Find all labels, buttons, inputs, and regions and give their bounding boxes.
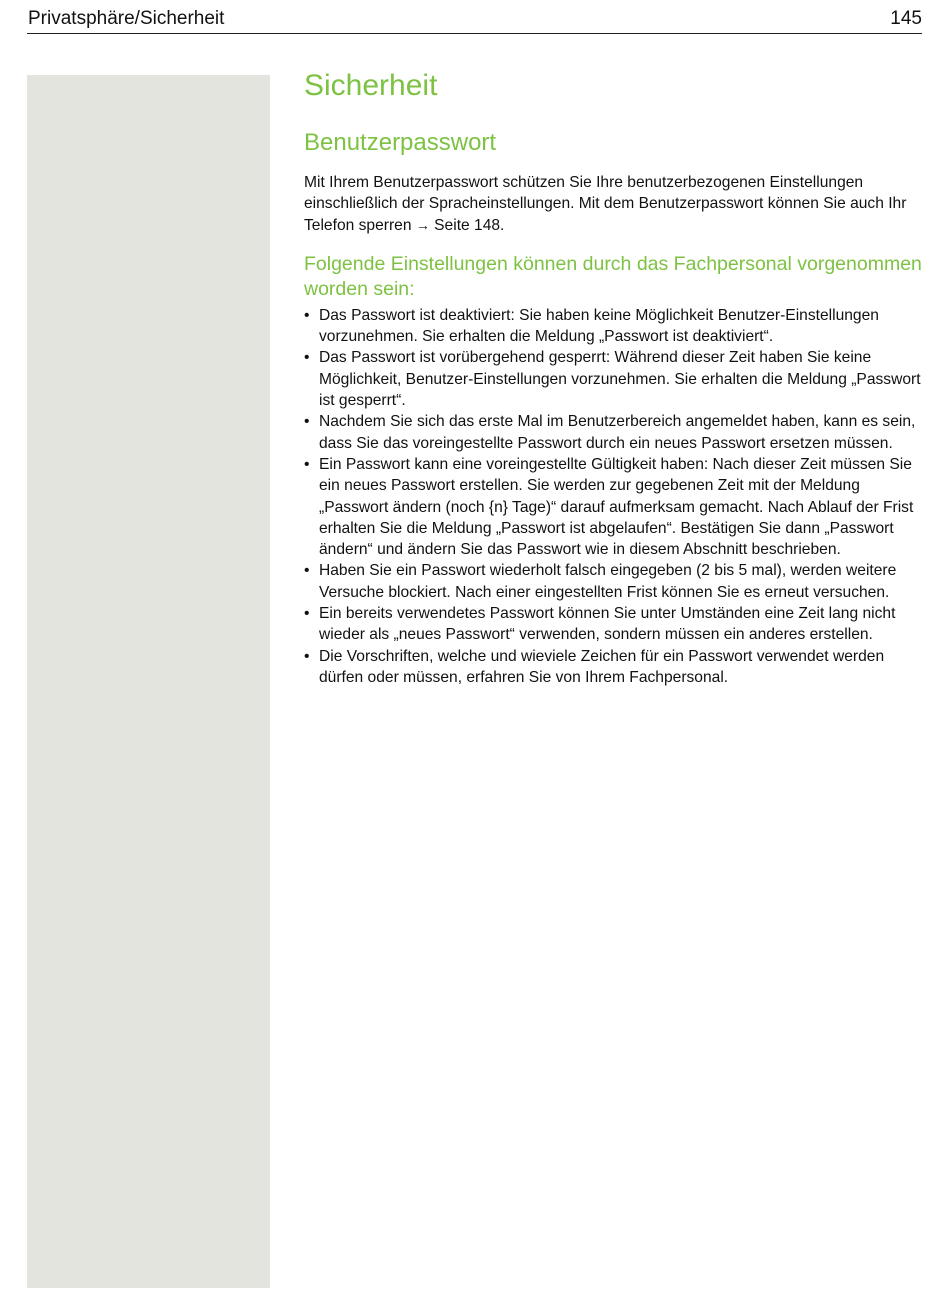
arrow-right-icon: →: [415, 216, 430, 233]
list-item: [304, 305, 926, 348]
page-header: [27, 7, 922, 34]
bullet-icon: •: [304, 349, 310, 367]
section-title: Privatsphäre/Sicherheit: [28, 8, 225, 29]
list-item-text: Nachdem Sie sich das erste Mal im Benutzerbereich angemeldet haben, kann es sein, dass Sie das voreingestellte Passwort durch ein neues Passwort ersetzen müssen.: [319, 413, 916, 452]
list-item-text: Das Passwort ist vorübergehend gesperrt: Während dieser Zeit haben Sie keine Möglichkeit, Benutzer-Einstellungen vorzunehmen. Sie erhalten die Meldung „Passwort ist gesperrt“.: [319, 349, 921, 410]
list-item-text: Ein bereits verwendetes Passwort können Sie unter Umständen eine Zeit lang nicht wieder als „neues Passwort“ verwenden, sondern müssen ein anderes erstellen.: [319, 605, 896, 644]
list-item: [304, 603, 926, 646]
section-heading: Benutzerpasswort: [304, 129, 497, 156]
list-item-text: Ein Passwort kann eine voreingestellte Gültigkeit haben: Nach dieser Zeit müssen Sie ein neues Passwort erstellen. Sie werden zur gegebenen Zeit mit der Meldung „Passwort ändern (noch {n} Tage)“ darauf aufmerksam gemacht. Nach Ablauf der Frist erhalten Sie die Meldung „Passwort ist abgelaufen“. Bestätigen Sie dann „Passwort ändern“ und ändern Sie das Passwort wie in diesem Abschnitt beschrieben.: [319, 455, 914, 559]
margin-sidebar: [27, 75, 270, 1288]
list-item-text: Die Vorschriften, welche und wieviele Zeichen für ein Passwort verwendet werden dürfen oder müssen, erfahren Sie von Ihrem Fachpersonal.: [319, 647, 885, 686]
list-item-text: Das Passwort ist deaktiviert: Sie haben keine Möglichkeit Benutzer-Einstellungen vorzunehmen. Sie erhalten die Meldung „Passwort ist deaktiviert“.: [319, 306, 879, 346]
list-item: [304, 646, 926, 689]
settings-heading: Folgende Einstellungen können durch das Fachpersonal vorgenommen worden sein:: [304, 252, 922, 300]
list-item: [304, 560, 926, 603]
list-item: [304, 411, 926, 454]
list-item-text: Haben Sie ein Passwort wiederholt falsch eingegeben (2 bis 5 mal), werden weitere Versuche blockiert. Nach einer eingestellten Frist können Sie es erneut versuchen.: [319, 562, 897, 601]
list-item: [304, 347, 926, 411]
bullet-icon: •: [304, 306, 310, 324]
intro-text: Mit Ihrem Benutzerpasswort schützen Sie Ihre benutzerbezogenen Einstellungen einschließlich der Spracheinstellungen. Mit dem Benutzerpasswort können Sie auch Ihr Telefon sperren: [304, 174, 907, 234]
bullet-icon: •: [304, 455, 310, 473]
page-title: Sicherheit: [304, 69, 438, 102]
list-item: [304, 454, 926, 560]
page-reference-link[interactable]: Seite 148.: [429, 216, 505, 234]
intro-paragraph: [304, 172, 926, 236]
settings-list: [304, 305, 926, 688]
page-number: 145: [890, 8, 922, 29]
bullet-icon: •: [304, 605, 310, 623]
bullet-icon: •: [304, 413, 310, 431]
bullet-icon: •: [304, 562, 310, 580]
main-content: [304, 66, 926, 688]
bullet-icon: •: [304, 647, 310, 665]
